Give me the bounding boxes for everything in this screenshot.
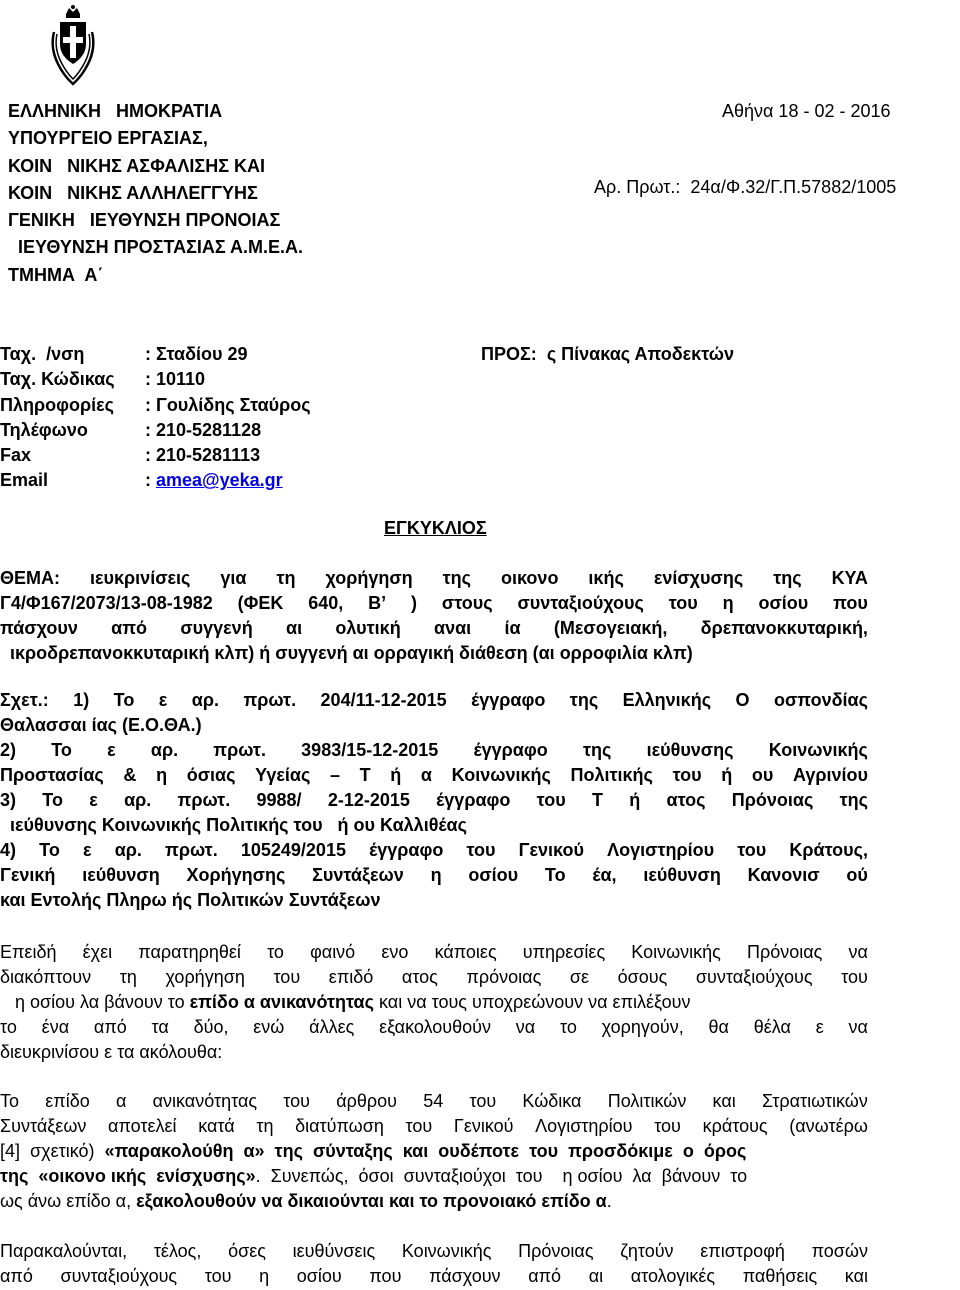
word: αι bbox=[588, 1266, 604, 1286]
word: ) bbox=[411, 593, 418, 613]
word: Το bbox=[113, 690, 135, 710]
word: 3983/15-12-2015 bbox=[301, 740, 439, 760]
word: ατος bbox=[666, 790, 706, 810]
word: που bbox=[833, 593, 868, 613]
word: της bbox=[582, 740, 612, 760]
subject-line bbox=[0, 566, 868, 591]
word: οσίου bbox=[468, 865, 519, 885]
word: και bbox=[844, 1266, 868, 1286]
ministry-line: ΚΟΙΝ ΝΙΚΗΣ ΑΣΦΑΛΙΣΗΣ ΚΑΙ bbox=[8, 155, 266, 176]
word: συνταξιούχους bbox=[60, 1266, 178, 1286]
word: του bbox=[273, 967, 301, 987]
word: Κώδικα bbox=[522, 1091, 582, 1111]
word: ολυτική bbox=[335, 618, 401, 638]
word: της bbox=[773, 568, 802, 588]
contact-label: Τηλέφωνο bbox=[0, 419, 88, 440]
word: του bbox=[672, 765, 702, 785]
word: της bbox=[569, 690, 599, 710]
word: ΚΥΑ bbox=[831, 568, 868, 588]
contact-row bbox=[0, 468, 311, 493]
word: κράτους bbox=[702, 1116, 768, 1136]
word: & bbox=[123, 765, 137, 785]
protocol-value: 24α/Φ.32/Γ.Π.57882/1005 bbox=[690, 177, 897, 197]
word: παθήσεις bbox=[742, 1266, 818, 1286]
word: – bbox=[329, 765, 340, 785]
word: έγγραφο bbox=[473, 740, 548, 760]
subject-line bbox=[0, 616, 868, 641]
paragraph-line bbox=[0, 1139, 868, 1164]
text-run: η οσίου λα βάνουν το bbox=[0, 992, 190, 1012]
word: Το bbox=[39, 840, 60, 860]
word: Το bbox=[544, 865, 566, 885]
word: διατύπωση bbox=[295, 1116, 384, 1136]
word: από bbox=[0, 1266, 33, 1286]
word: τη bbox=[276, 568, 296, 588]
word: τη bbox=[119, 967, 137, 987]
email-link[interactable]: amea@yeka.gr bbox=[156, 470, 283, 491]
word: το bbox=[267, 942, 284, 962]
word: Ελληνικής bbox=[622, 690, 712, 710]
word: της bbox=[839, 790, 868, 810]
text-run: . bbox=[606, 1191, 612, 1211]
protocol-label: Αρ. Πρωτ.: bbox=[594, 177, 681, 197]
word: του bbox=[469, 1091, 497, 1111]
word: Συντάξεων bbox=[312, 865, 404, 885]
ministry-line: ΥΠΟΥΡΓΕΙΟ ΕΡΓΑΣΙΑΣ, bbox=[8, 128, 208, 149]
word: φαινό bbox=[310, 942, 356, 962]
contact-label: Πληροφορίες bbox=[0, 394, 115, 415]
text-run: και να τους υποχρεώνουν να επιλέξουν bbox=[374, 992, 691, 1012]
word: 204/11-12-2015 bbox=[320, 690, 447, 710]
word: πρόνοιας bbox=[466, 967, 542, 987]
word: ένα bbox=[41, 1017, 70, 1037]
word: ατος bbox=[401, 967, 438, 987]
paragraph-line bbox=[0, 1189, 868, 1214]
contact-label: Fax bbox=[0, 445, 32, 466]
word: όσους bbox=[617, 967, 668, 987]
word: Το bbox=[42, 790, 63, 810]
word: ε bbox=[107, 740, 116, 760]
circular-title-text: ΕΓΚΥΚΛΙΟΣ bbox=[384, 518, 487, 538]
contact-value: : 210-5281128 bbox=[145, 419, 262, 440]
ministry-line: ΓΕΝΙΚΗ ΙΕΥΘΥΝΣΗ ΠΡΟΝΟΙΑΣ bbox=[8, 210, 281, 231]
word: τα bbox=[151, 1017, 169, 1037]
text-run: ως άνω επίδο α, bbox=[0, 1191, 137, 1211]
word: σε bbox=[569, 967, 590, 987]
word: ενώ bbox=[253, 1017, 285, 1037]
word: έχει bbox=[82, 942, 113, 962]
word: πάσχουν bbox=[0, 618, 78, 638]
bold-text-run: της «οικονο ικής ενίσχυσης» bbox=[0, 1166, 256, 1186]
word: Λογιστηρίου bbox=[535, 1116, 633, 1136]
word: οσίου bbox=[758, 593, 809, 613]
document-date: Αθήνα 18 - 02 - 2016 bbox=[722, 101, 891, 121]
word: ιεύθυνσης bbox=[646, 740, 734, 760]
word: εξακολουθούν bbox=[379, 1017, 491, 1037]
word: Τ bbox=[591, 790, 603, 810]
word: συνταξιούχους bbox=[517, 593, 644, 613]
contact-value: : bbox=[145, 470, 156, 491]
text-run: . Συνεπώς, όσοι συνταξιούχοι του η οσίου λα βάνουν το bbox=[255, 1166, 748, 1186]
bold-text-run: επίδο α ανικανότητας bbox=[189, 992, 374, 1012]
word: 105249/2015 bbox=[240, 840, 346, 860]
word: αποτελεί bbox=[108, 1116, 177, 1136]
word: από bbox=[528, 1266, 562, 1286]
word: χορήγηση bbox=[325, 568, 413, 588]
ministry-line: ΙΕΥΘΥΝΣΗ ΠΡΟΣΤΑΣΙΑΣ Α.Μ.Ε.Α. bbox=[8, 237, 304, 258]
word: ιεύθυνση bbox=[82, 865, 160, 885]
word: τέλος, bbox=[153, 1241, 202, 1261]
ministry-line: ΚΟΙΝ ΝΙΚΗΣ ΑΛΛΗΛΕΓΓΥΗΣ bbox=[8, 182, 258, 203]
word: έγγραφο bbox=[471, 690, 546, 710]
recipients-label: ΠΡΟΣ: bbox=[481, 344, 537, 364]
word: πρωτ. bbox=[243, 690, 297, 710]
word: 1) bbox=[73, 690, 90, 710]
word: η bbox=[259, 1266, 270, 1286]
word: δρεπανοκκυταρική, bbox=[700, 618, 868, 638]
references-block bbox=[0, 688, 868, 913]
word: οικονο bbox=[501, 568, 559, 588]
word: (ΦΕΚ bbox=[237, 593, 284, 613]
reference-line bbox=[0, 788, 868, 813]
word: αρ. bbox=[150, 740, 179, 760]
circular-title bbox=[384, 516, 487, 540]
word: συγγενή bbox=[180, 618, 253, 638]
word: δύο, bbox=[193, 1017, 229, 1037]
reference-line bbox=[0, 838, 868, 863]
ministry-header bbox=[8, 98, 303, 289]
word: πρωτ. bbox=[213, 740, 266, 760]
word: αρ. bbox=[191, 690, 219, 710]
word: ή bbox=[721, 765, 733, 785]
word: Συντάξεων bbox=[0, 1116, 87, 1136]
contact-label: Ταχ. Κώδικας bbox=[0, 369, 115, 390]
word: Κοινωνικής bbox=[451, 765, 551, 785]
recipients-value: ς Πίνακας Αποδεκτών bbox=[536, 344, 734, 364]
word: (ανωτέρω bbox=[789, 1116, 868, 1136]
word: Επειδή bbox=[0, 942, 57, 962]
word: Λογιστηρίου bbox=[607, 840, 715, 860]
word: να bbox=[515, 1017, 536, 1037]
word: του bbox=[536, 790, 566, 810]
word: ε bbox=[815, 1017, 824, 1037]
word: ατολογικές bbox=[630, 1266, 716, 1286]
word: άρθρου bbox=[336, 1091, 397, 1111]
word: Γενικού bbox=[518, 840, 584, 860]
word: 3) bbox=[0, 790, 17, 810]
reference-line bbox=[0, 863, 868, 888]
subject-block bbox=[0, 566, 868, 666]
word: Σχετ.: bbox=[0, 690, 49, 710]
paragraph-2 bbox=[0, 1089, 868, 1214]
word: Πολιτικής bbox=[570, 765, 653, 785]
word: Υγείας bbox=[255, 765, 311, 785]
word: πρωτ. bbox=[165, 840, 218, 860]
paragraph-line bbox=[0, 990, 868, 1015]
contact-row bbox=[0, 367, 311, 392]
word: Πολιτικών bbox=[607, 1091, 687, 1111]
greek-coat-of-arms-emblem bbox=[48, 4, 98, 88]
word: το bbox=[0, 1017, 17, 1037]
paragraph-line bbox=[0, 1264, 868, 1289]
word: θέλα bbox=[753, 1017, 791, 1037]
word: ΘΕΜΑ: bbox=[0, 568, 60, 588]
word: η bbox=[722, 593, 734, 613]
reference-line: και Εντολής Πληρω ής Πολιτικών Συντάξεων bbox=[0, 890, 381, 910]
contact-value: : 210-5281113 bbox=[145, 445, 261, 466]
recipients bbox=[481, 342, 734, 367]
contact-value: : 10110 bbox=[145, 369, 206, 390]
word: 9988/ bbox=[256, 790, 302, 810]
word: Στρατιωτικών bbox=[761, 1091, 868, 1111]
word: Το bbox=[51, 740, 72, 760]
word: Πρόνοιας bbox=[518, 1241, 594, 1261]
word: έγγραφο bbox=[369, 840, 444, 860]
paragraph-line bbox=[0, 1239, 868, 1264]
word: επιδό bbox=[328, 967, 374, 987]
word: ού bbox=[846, 865, 868, 885]
word: Ο bbox=[735, 690, 750, 710]
word: ία bbox=[504, 618, 521, 638]
reference-line: Θαλασσαι ίας (Ε.Ο.ΘΑ.) bbox=[0, 715, 202, 735]
reference-line: ιεύθυνσης Κοινωνικής Πολιτικής του ή ου Καλλιθέας bbox=[0, 815, 467, 835]
word: α bbox=[420, 765, 432, 785]
bold-text-run: «παρακολούθη α» της σύνταξης και ουδέποτε του προσδόκιμε ο όρος bbox=[104, 1141, 747, 1161]
word: όσιας bbox=[186, 765, 236, 785]
word: οσπονδίας bbox=[774, 690, 868, 710]
word: 2) bbox=[0, 740, 17, 760]
word: α bbox=[115, 1091, 127, 1111]
word: να bbox=[848, 1017, 868, 1037]
word: ε bbox=[82, 840, 92, 860]
word: Κοινωνικής bbox=[768, 740, 868, 760]
word: ή bbox=[390, 765, 402, 785]
paragraph-line bbox=[0, 1015, 868, 1040]
word: Πρόνοιας bbox=[747, 942, 823, 962]
word: ενο bbox=[381, 942, 409, 962]
word: συνταξιούχους bbox=[695, 967, 813, 987]
word: άλλες bbox=[309, 1017, 355, 1037]
word: Γενικού bbox=[453, 1116, 514, 1136]
word: ανικανότητας bbox=[152, 1091, 258, 1111]
word: υπηρεσίες bbox=[522, 942, 606, 962]
subject-line: ικροδρεπανοκκυταρική κλπ) ή συγγενή αι ορραγική διάθεση (αι ορροφιλία κλπ) bbox=[0, 643, 693, 663]
word: ποσών bbox=[811, 1241, 868, 1261]
paragraph-line bbox=[0, 965, 868, 990]
word: 2-12-2015 bbox=[327, 790, 410, 810]
ministry-line: ΕΛΛΗΝΙΚΗ ΗΜΟΚΡΑΤΙΑ bbox=[8, 101, 223, 121]
word: ή bbox=[629, 790, 641, 810]
word: το bbox=[559, 1017, 577, 1037]
contact-row bbox=[0, 443, 311, 468]
word: Προστασίας bbox=[0, 765, 104, 785]
word: αρ. bbox=[114, 840, 142, 860]
word: του bbox=[841, 967, 868, 987]
word: επίδο bbox=[45, 1091, 90, 1111]
contact-label: Email bbox=[0, 470, 49, 491]
paragraph-line bbox=[0, 940, 868, 965]
word: Κανονισ bbox=[747, 865, 820, 885]
word: Αγρινίου bbox=[792, 765, 868, 785]
word: του bbox=[204, 1266, 232, 1286]
word: Χορήγησης bbox=[186, 865, 286, 885]
word: 640, bbox=[308, 593, 344, 613]
word: Πρόνοιας bbox=[731, 790, 814, 810]
word: της bbox=[442, 568, 472, 588]
reference-line bbox=[0, 763, 868, 788]
word: ικής bbox=[588, 568, 624, 588]
word: από bbox=[111, 618, 148, 638]
word: η bbox=[430, 865, 442, 885]
subject-line bbox=[0, 591, 868, 616]
word: Παρακαλούνται, bbox=[0, 1241, 128, 1261]
paragraph-line bbox=[0, 1089, 868, 1114]
word: του bbox=[668, 593, 698, 613]
word: Κοινωνικής bbox=[401, 1241, 492, 1261]
word: αρ. bbox=[124, 790, 152, 810]
word: ε bbox=[89, 790, 98, 810]
reference-line bbox=[0, 738, 868, 763]
paragraph-1 bbox=[0, 940, 868, 1065]
word: που bbox=[369, 1266, 402, 1286]
word: αναι bbox=[434, 618, 472, 638]
word: ενίσχυσης bbox=[653, 568, 744, 588]
contact-value: : Γουλίδης Σταύρος bbox=[145, 394, 311, 415]
word: όσες bbox=[228, 1241, 266, 1261]
word: διακόπτουν bbox=[0, 967, 92, 987]
word: του bbox=[283, 1091, 310, 1111]
word: ιευθύνσεις bbox=[292, 1241, 376, 1261]
word: 54 bbox=[423, 1091, 444, 1111]
paragraph-line: διευκρινίσου ε τα ακόλουθα: bbox=[0, 1042, 223, 1062]
word: του bbox=[405, 1116, 433, 1136]
word: ζητούν bbox=[620, 1241, 674, 1261]
word: για bbox=[220, 568, 247, 588]
word: ιευκρινίσεις bbox=[89, 568, 191, 588]
word: έγγραφο bbox=[436, 790, 511, 810]
paragraph-line bbox=[0, 1114, 868, 1139]
word: Γ4/Φ167/2073/13-08-1982 bbox=[0, 593, 213, 613]
word: θα bbox=[708, 1017, 729, 1037]
contact-row bbox=[0, 342, 311, 367]
word: έα, bbox=[592, 865, 617, 885]
word: παρατηρηθεί bbox=[138, 942, 241, 962]
bold-text-run: εξακολουθούν να δικαιούνται και το προνοιακό επίδο α bbox=[136, 1191, 607, 1211]
word: να bbox=[848, 942, 868, 962]
paragraph-line bbox=[0, 1164, 868, 1189]
contact-row bbox=[0, 418, 311, 443]
word: και bbox=[712, 1091, 736, 1111]
word: από bbox=[93, 1017, 127, 1037]
word: Γενική bbox=[0, 865, 56, 885]
word: στους bbox=[441, 593, 493, 613]
word: η bbox=[156, 765, 168, 785]
word: ιεύθυνση bbox=[643, 865, 721, 885]
word: πρωτ. bbox=[177, 790, 231, 810]
word: (Μεσογειακή, bbox=[553, 618, 668, 638]
word: Τ bbox=[359, 765, 371, 785]
paragraph-3 bbox=[0, 1239, 868, 1289]
word: του bbox=[466, 840, 496, 860]
word: χορήγηση bbox=[165, 967, 245, 987]
text-run: [4] σχετικό) bbox=[0, 1141, 105, 1161]
reference-line bbox=[0, 688, 868, 713]
word: Β’ bbox=[368, 593, 387, 613]
word: Κοινωνικής bbox=[631, 942, 721, 962]
word: κάποιες bbox=[434, 942, 497, 962]
word: τη bbox=[256, 1116, 274, 1136]
word: του bbox=[737, 840, 767, 860]
word: Το bbox=[0, 1091, 20, 1111]
contact-label: Ταχ. /νση bbox=[0, 344, 85, 364]
contact-value: : Σταδίου 29 bbox=[145, 344, 248, 364]
word: αι bbox=[286, 618, 303, 638]
word: επιστροφή bbox=[700, 1241, 785, 1261]
contact-info bbox=[0, 342, 311, 494]
word: χορηγούν, bbox=[601, 1017, 684, 1037]
word: κατά bbox=[198, 1116, 235, 1136]
word: 4) bbox=[0, 840, 17, 860]
contact-row bbox=[0, 393, 311, 418]
word: ε bbox=[158, 690, 168, 710]
word: του bbox=[654, 1116, 681, 1136]
word: πάσχουν bbox=[429, 1266, 501, 1286]
protocol-number bbox=[594, 174, 896, 201]
word: ου bbox=[751, 765, 774, 785]
word: Κράτους, bbox=[789, 840, 868, 860]
ministry-line: ΤΜΗΜΑ Α΄ bbox=[8, 264, 104, 285]
word: οσίου bbox=[296, 1266, 342, 1286]
